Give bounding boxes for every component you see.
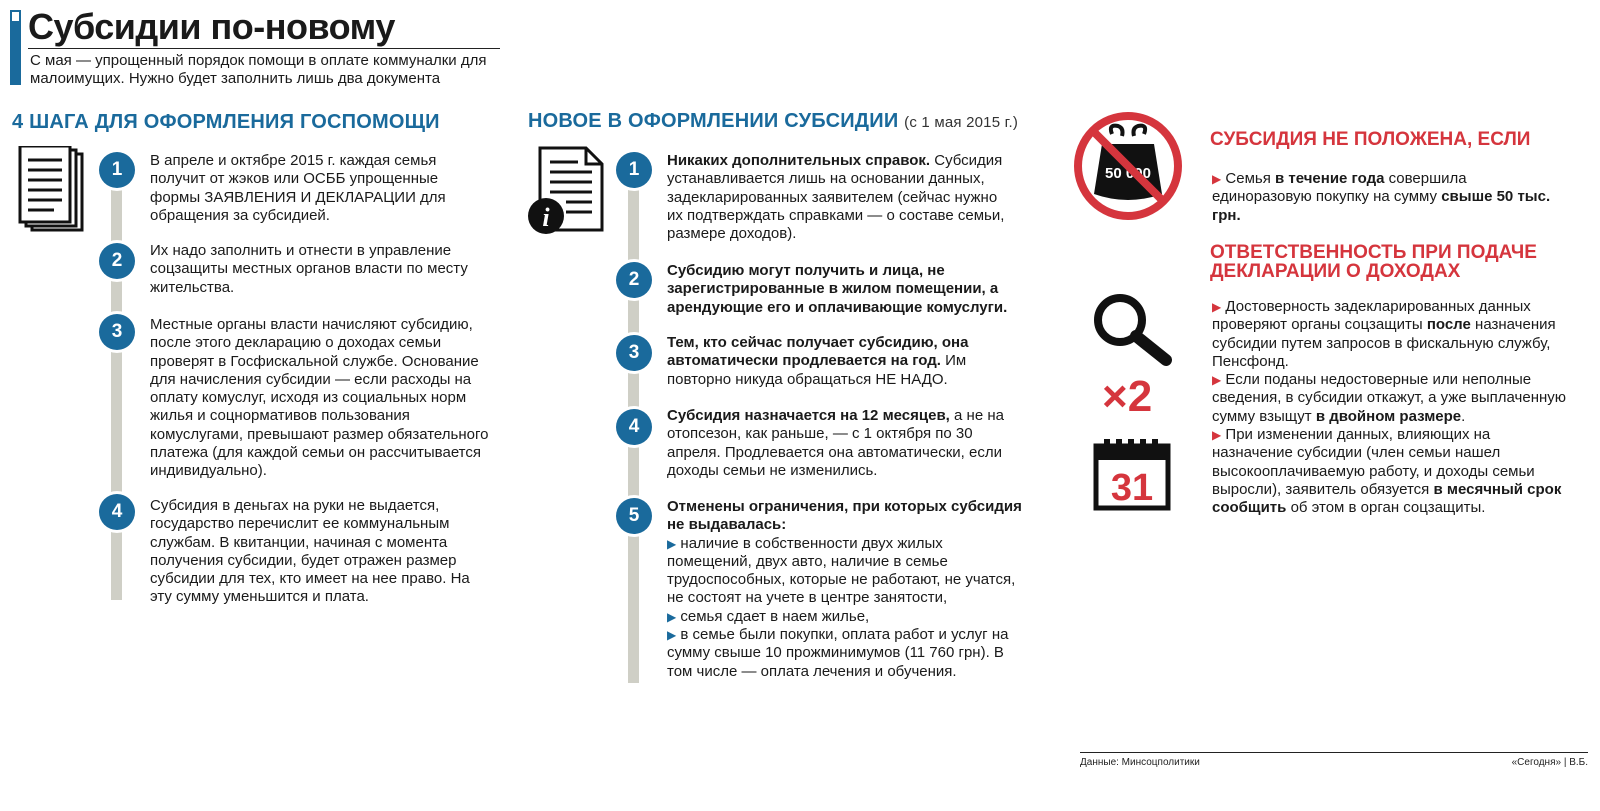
title-accent-bar bbox=[10, 10, 21, 85]
bullet-triangle-icon: ▶ bbox=[667, 536, 677, 551]
middle-step-body: Субсидия устанавливается лишь на основании данных, задекларированных заявителем (сейчас нужно их подтверждать справками — о составе семьи, размере доходов). bbox=[667, 152, 1005, 243]
responsibility-heading: ОТВЕТСТВЕННОСТЬ ПРИ ПОДАЧЕ ДЕКЛАРАЦИИ О ДОХОДАХ bbox=[1210, 242, 1537, 282]
no-subsidy-heading: СУБСИДИЯ НЕ ПОЛОЖЕНА, ЕСЛИ bbox=[1210, 129, 1531, 150]
calendar-icon bbox=[1092, 438, 1172, 512]
magnifier-icon bbox=[1092, 292, 1176, 368]
middle-step-bold: Тем, кто сейчас получает субсидию, она автоматически продлевается на год. bbox=[667, 334, 969, 370]
bullet-triangle-icon: ▶ bbox=[1212, 428, 1222, 443]
middle-heading-note: (с 1 мая 2015 г.) bbox=[904, 114, 1019, 131]
responsibility-paragraph: ▶ Достоверность задекларированных данных проверяют органы соцзащиты после назначения субсидии путем запросов в фискальную службу, Пенсфонд. bbox=[1212, 298, 1556, 370]
responsibility-paragraph: ▶ Если поданы недостоверные или неполные сведения, в субсидии откажут, а уже выплаченную сумму взыщут в двойном размере. bbox=[1212, 371, 1567, 425]
middle-step-bold: Никаких дополнительных справок. bbox=[667, 152, 931, 169]
middle-step-bullet: ▶ в семье были покупки, оплата работ и услуг на сумму свыше 10 прожминимумов (11 760 грн). В том числе — оплата лечения и обучения. bbox=[667, 626, 1009, 680]
document-info-icon bbox=[526, 146, 610, 238]
left-step-text: Субсидия в деньгах на руки не выдается, государство перечислит ее коммунальным службам. В квитанции, начиная с момента получения субсидии, будет отражен размер субсидии для тех, кто имеет на нее право. На эту сумму уменьшится и плата. bbox=[150, 497, 470, 606]
double-penalty-label: ×2 bbox=[1102, 372, 1153, 421]
bag-amount-label: 50 000 bbox=[1105, 165, 1151, 182]
documents-icon bbox=[18, 146, 90, 234]
middle-step-bold: Отменены ограничения, при которых субсидия не выдавалась: bbox=[667, 498, 1022, 534]
middle-heading-title: НОВОЕ В ОФОРМЛЕНИИ СУБСИДИИ bbox=[528, 110, 899, 132]
left-step-number: 1 bbox=[99, 152, 135, 188]
calendar-day: 31 bbox=[1110, 467, 1154, 509]
bullet-triangle-icon: ▶ bbox=[1212, 300, 1222, 314]
left-section-heading: 4 ШАГА ДЛЯ ОФОРМЛЕНИЯ ГОСПОМОЩИ bbox=[12, 111, 440, 133]
bullet-triangle-icon: ▶ bbox=[667, 609, 677, 624]
middle-step-bullet: ▶ семья сдает в наем жилье, bbox=[667, 607, 870, 625]
middle-step-bold: Субсидия назначается на 12 месяцев, bbox=[667, 407, 950, 424]
middle-step-body: Им повторно никуда обращаться НЕ НАДО. bbox=[667, 352, 967, 388]
middle-step-text bbox=[667, 498, 1022, 681]
left-step-number: 3 bbox=[99, 314, 135, 350]
middle-step-text bbox=[667, 262, 1017, 317]
middle-step-text bbox=[667, 334, 1017, 389]
middle-section-heading bbox=[528, 110, 1018, 133]
middle-step-text bbox=[667, 152, 1017, 243]
middle-step-number: 3 bbox=[616, 335, 652, 371]
title-divider bbox=[28, 48, 500, 49]
bullet-triangle-icon: ▶ bbox=[667, 628, 677, 643]
middle-step-bullet: ▶ наличие в собственности двух жилых помещений, двух авто, наличие в семье трудоспособных, которые не работают, не учатся, не состоят на учете в центре занятости, bbox=[667, 534, 1016, 607]
no-subsidy-text: ▶ Семья в течение года совершила единоразовую покупку на сумму свыше 50 тыс. грн. bbox=[1212, 170, 1551, 224]
svg-text:i: i bbox=[542, 203, 550, 232]
middle-step-body: а не на отопсезон, как раньше, — с 1 октября по 30 апреля. Продлевается она автоматически, если доходы семьи не изменились. bbox=[667, 407, 1004, 479]
footer-divider bbox=[1080, 752, 1588, 753]
middle-step-number: 4 bbox=[616, 409, 652, 445]
page-title: Субсидии по-новому bbox=[28, 6, 395, 47]
middle-step-number: 5 bbox=[616, 498, 652, 534]
responsibility-text bbox=[1212, 298, 1567, 518]
middle-step-text bbox=[667, 407, 1007, 480]
bullet-triangle-icon: ▶ bbox=[1212, 373, 1222, 388]
footer-source: Данные: Минсоцполитики bbox=[1080, 757, 1200, 768]
left-step-text: Местные органы власти начисляют субсидию, после этого декларацию о доходах семьи проверят в Госфискальной службе. Основание для начисления субсидии — если расходы на оплату комуслуг, исходя из социальных норм жилья и соцнормативов пользования комуслугами, превышают размер обязательного платежа (для каждой семьи он рассчитывается индивидуально). bbox=[150, 316, 489, 480]
footer-credit: «Сегодня» | В.Б. bbox=[1511, 757, 1588, 768]
middle-step-number: 1 bbox=[616, 152, 652, 188]
left-step-text: В апреле и октябре 2015 г. каждая семья получит от жэков или ОСББ упрощенные формы ЗАЯВЛЕНИЯ И ДЕКЛАРАЦИИ для обращения за субсидией. bbox=[150, 152, 446, 224]
no-money-bag-icon bbox=[1072, 110, 1184, 222]
middle-step-number: 2 bbox=[616, 262, 652, 298]
bullet-triangle-icon: ▶ bbox=[1212, 172, 1222, 186]
left-step-number: 4 bbox=[99, 494, 135, 530]
left-step-text: Их надо заполнить и отнести в управление соцзащиты местных органов власти по месту жительства. bbox=[150, 242, 468, 296]
title-accent-notch bbox=[12, 12, 19, 21]
left-step-number: 2 bbox=[99, 243, 135, 279]
page-subtitle: С мая — упрощенный порядок помощи в оплате коммуналки для малоимущих. Нужно будет заполнить лишь два документа bbox=[30, 52, 487, 87]
responsibility-paragraph: ▶ При изменении данных, влияющих на назначение субсидии (член семьи нашел высокооплачиваемую работу, и доходы семьи выросли), заявитель обязуется в месячный срок сообщить об этом в орган соцзащиты. bbox=[1212, 426, 1562, 517]
left-timeline-bar bbox=[111, 150, 122, 600]
middle-step-bold: Субсидию могут получить и лица, не зарегистрированные в жилом помещении, а арендующие его и оплачивающие комуслуги. bbox=[667, 262, 1008, 316]
